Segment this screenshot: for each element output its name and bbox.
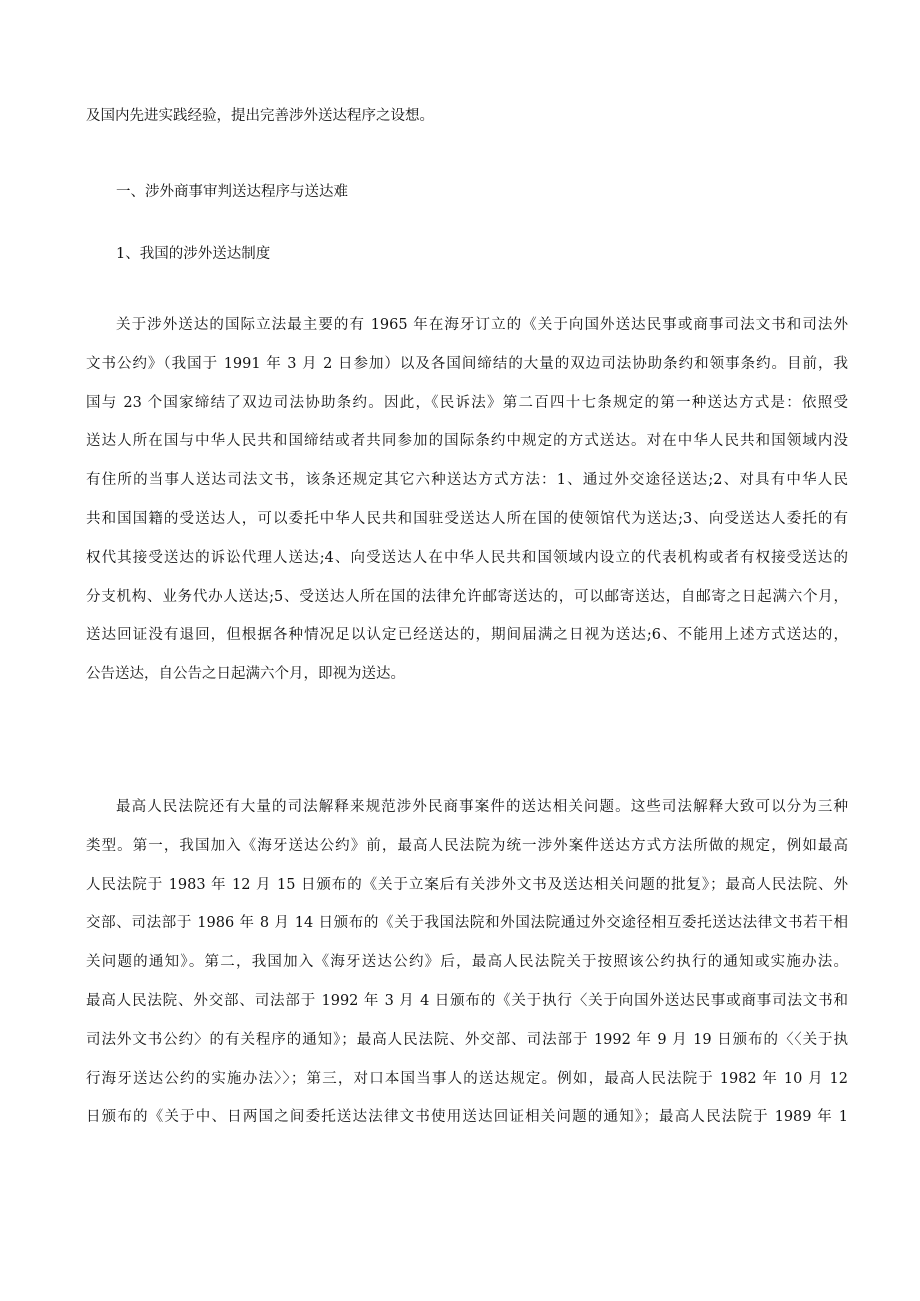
paragraph-line: 日颁布的《关于中、日两国之间委托送达法律文书使用送达回证相关问题的通知》；最高人民法院于 1989 年 1 — [86, 1109, 848, 1126]
paragraph-line: 最高人民法院、外交部、司法部于 1992 年 3 月 4 日颁布的《关于执行〈关于向国外送达民事或商事司法文书和 — [86, 992, 848, 1009]
paragraph-line: 最高人民法院还有大量的司法解释来规范涉外民商事案件的送达相关问题。这些司法解释大致可以分为三种 — [116, 799, 848, 815]
paragraph-line: 人民法院于 1983 年 12 月 15 日颁布的《关于立案后有关涉外文书及送达相关问题的批复》；最高人民法院、外 — [86, 876, 848, 893]
paragraph-line: 关问题的通知》。第二，我国加入《海牙送达公约》后，最高人民法院关于按照该公约执行的通知或实施办法。 — [86, 954, 848, 971]
subsection-heading: 1、我国的涉外送达制度 — [116, 246, 271, 262]
paragraph-line: 关于涉外送达的国际立法最主要的有 1965 年在海牙订立的《关于向国外送达民事或商事司法文书和司法外 — [116, 317, 848, 333]
paragraph-line: 国与 23 个国家缔结了双边司法协助条约。因此，《民诉法》第二百四十七条规定的第一种送达方式是：依照受 — [86, 394, 848, 411]
paragraph-line: 送达人所在国与中华人民共和国缔结或者共同参加的国际条约中规定的方式送达。对在中华人民共和国领域内没 — [86, 433, 848, 450]
paragraph-line: 公告送达，自公告之日起满六个月，即视为送达。 — [86, 666, 405, 683]
paragraph-line: 行海牙送达公约的实施办法〉〉；第三，对口本国当事人的送达规定。例如，最高人民法院于 1982 年 10 月 12 — [86, 1070, 848, 1087]
paragraph-1 — [86, 315, 848, 703]
paragraph-line: 类型。第一，我国加入《海牙送达公约》前，最高人民法院为统一涉外案件送达方式方法所做的规定，例如最高 — [86, 837, 848, 854]
paragraph-line: 交部、司法部于 1986 年 8 月 14 日颁布的《关于我国法院和外国法院通过外交途径相互委托送达法律文书若干相 — [86, 915, 848, 932]
section-heading: 一、涉外商事审判送达程序与送达难 — [116, 184, 348, 200]
paragraph-line: 有住所的当事人送达司法文书，该条还规定其它六种送达方式方法：1、通过外交途径送达;2、对具有中华人民 — [86, 472, 848, 489]
intro-tail-line: 及国内先进实践经验，提出完善涉外送达程序之设想。 — [86, 108, 434, 124]
paragraph-line: 分支机构、业务代办人送达;5、受送达人所在国的法律允许邮寄送达的，可以邮寄送达，自邮寄之日起满六个月， — [86, 588, 848, 605]
paragraph-line: 司法外文书公约〉的有关程序的通知》；最高人民法院、外交部、司法部于 1992 年 9 月 19 日颁布的〈〈关于执 — [86, 1031, 848, 1048]
paragraph-line: 权代其接受送达的诉讼代理人送达;4、向受送达人在中华人民共和国领域内设立的代表机构或者有权接受送达的 — [86, 549, 848, 566]
paragraph-2 — [86, 797, 848, 1146]
paragraph-line: 送达回证没有退回，但根据各种情况足以认定已经送达的，期间届满之日视为送达;6、不能用上述方式送达的， — [86, 627, 848, 644]
paragraph-line: 共和国国籍的受送达人，可以委托中华人民共和国驻受送达人所在国的使领馆代为送达;3、向受送达人委托的有 — [86, 510, 848, 527]
paragraph-line: 文书公约》（我国于 1991 年 3 月 2 日参加）以及各国间缔结的大量的双边司法协助条约和领事条约。目前，我 — [86, 355, 848, 372]
